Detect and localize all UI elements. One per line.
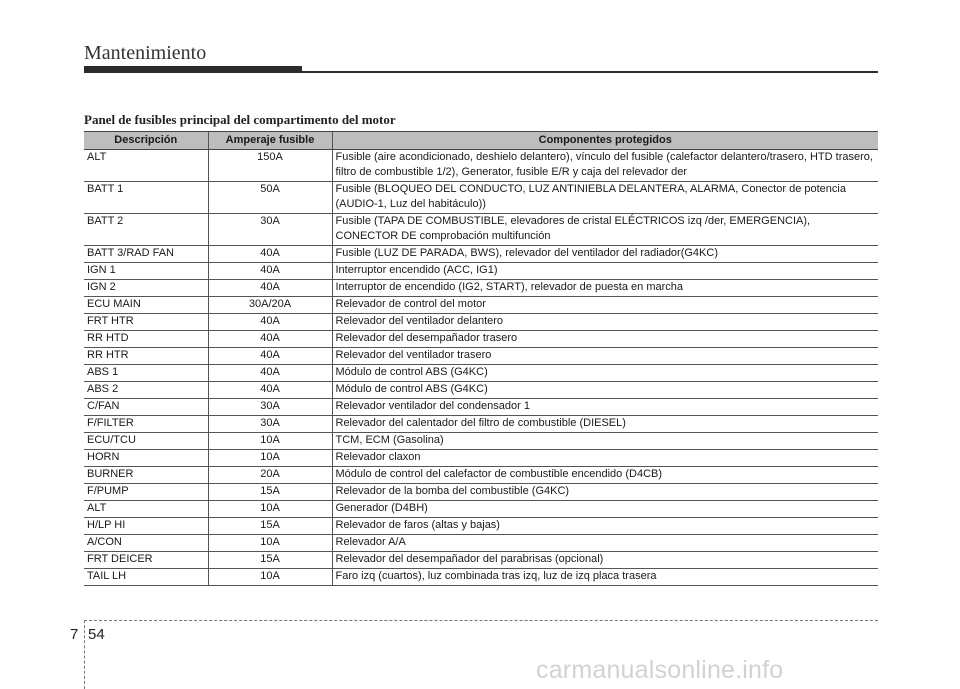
protected-components-cell: Relevador del ventilador delantero xyxy=(332,314,878,331)
fuse-amperage-cell: 40A xyxy=(208,280,332,297)
header-bar xyxy=(84,66,302,73)
table-row xyxy=(84,263,878,280)
table-row xyxy=(84,552,878,569)
table-row xyxy=(84,450,878,467)
table-row xyxy=(84,484,878,501)
protected-components-cell: Interruptor de encendido (IG2, START), relevador de puesta en marcha xyxy=(332,280,878,297)
table-row xyxy=(84,365,878,382)
fuse-amperage-cell: 10A xyxy=(208,569,332,586)
section-title: Panel de fusibles principal del compartimento del motor xyxy=(84,112,396,127)
protected-components-cell: Módulo de control ABS (G4KC) xyxy=(332,365,878,382)
protected-components-cell: Fusible (BLOQUEO DEL CONDUCTO, LUZ ANTINIEBLA DELANTERA, ALARMA, Conector de potencia (AUDIO-1, Luz del habitáculo)) xyxy=(332,182,878,214)
protected-components-cell: Relevador de la bomba del combustible (G4KC) xyxy=(332,484,878,501)
fuse-description-cell: C/FAN xyxy=(84,399,208,416)
table-row xyxy=(84,280,878,297)
protected-components-cell: Relevador del ventilador trasero xyxy=(332,348,878,365)
fuse-description-cell: TAIL LH xyxy=(84,569,208,586)
table-row xyxy=(84,314,878,331)
protected-components-cell: Relevador ventilador del condensador 1 xyxy=(332,399,878,416)
protected-components-cell: Relevador claxon xyxy=(332,450,878,467)
fuse-amperage-cell: 40A xyxy=(208,382,332,399)
protected-components-cell: Interruptor encendido (ACC, IG1) xyxy=(332,263,878,280)
protected-components-cell: Relevador de faros (altas y bajas) xyxy=(332,518,878,535)
table-row xyxy=(84,150,878,182)
protected-components-cell: Módulo de control del calefactor de combustible encendido (D4CB) xyxy=(332,467,878,484)
fuse-description-cell: IGN 1 xyxy=(84,263,208,280)
fuse-description-cell: ALT xyxy=(84,501,208,518)
fuse-description-cell: BURNER xyxy=(84,467,208,484)
fuse-description-cell: F/FILTER xyxy=(84,416,208,433)
table-row xyxy=(84,569,878,586)
table-row xyxy=(84,246,878,263)
fuse-description-cell: ABS 2 xyxy=(84,382,208,399)
footer-divider xyxy=(84,620,85,689)
fuse-amperage-cell: 40A xyxy=(208,331,332,348)
fuse-description-cell: IGN 2 xyxy=(84,280,208,297)
protected-components-cell: Relevador de control del motor xyxy=(332,297,878,314)
fuse-amperage-cell: 30A xyxy=(208,214,332,246)
fuse-amperage-cell: 150A xyxy=(208,150,332,182)
fuse-description-cell: F/PUMP xyxy=(84,484,208,501)
table-row xyxy=(84,416,878,433)
protected-components-cell: Fusible (aire acondicionado, deshielo delantero), vínculo del fusible (calefactor delantero/trasero, HTD trasero, filtro de combustible 1/2), Generator, fusible E/R y caja del relevador der xyxy=(332,150,878,182)
fuse-amperage-cell: 30A xyxy=(208,416,332,433)
chapter-number: 7 xyxy=(70,626,79,643)
fuse-amperage-cell: 40A xyxy=(208,314,332,331)
table-row xyxy=(84,535,878,552)
header-rule xyxy=(302,71,878,73)
fuse-description-cell: BATT 1 xyxy=(84,182,208,214)
fuse-description-cell: H/LP HI xyxy=(84,518,208,535)
fuse-description-cell: FRT DEICER xyxy=(84,552,208,569)
table-header-row xyxy=(84,132,878,150)
fuse-amperage-cell: 15A xyxy=(208,518,332,535)
fuse-amperage-cell: 15A xyxy=(208,484,332,501)
protected-components-cell: Generador (D4BH) xyxy=(332,501,878,518)
protected-components-cell: Relevador del calentador del filtro de combustible (DIESEL) xyxy=(332,416,878,433)
fuse-amperage-cell: 10A xyxy=(208,535,332,552)
fuse-amperage-cell: 30A xyxy=(208,399,332,416)
page-number: 54 xyxy=(88,626,105,643)
fuse-amperage-cell: 10A xyxy=(208,433,332,450)
fuse-description-cell: FRT HTR xyxy=(84,314,208,331)
column-header-description: Descripción xyxy=(84,132,208,150)
footer-rule xyxy=(84,620,878,621)
fuse-description-cell: HORN xyxy=(84,450,208,467)
table-row xyxy=(84,297,878,314)
column-header-protected-components: Componentes protegidos xyxy=(332,132,878,150)
protected-components-cell: Fusible (LUZ DE PARADA, BWS), relevador del ventilador del radiador(G4KC) xyxy=(332,246,878,263)
fuse-amperage-cell: 40A xyxy=(208,348,332,365)
table-row xyxy=(84,331,878,348)
fuse-description-cell: RR HTD xyxy=(84,331,208,348)
fuse-amperage-cell: 40A xyxy=(208,365,332,382)
fuse-amperage-cell: 20A xyxy=(208,467,332,484)
table-row xyxy=(84,467,878,484)
fuse-description-cell: A/CON xyxy=(84,535,208,552)
column-header-amperage: Amperaje fusible xyxy=(208,132,332,150)
table-row xyxy=(84,501,878,518)
protected-components-cell: Relevador del desempañador del parabrisas (opcional) xyxy=(332,552,878,569)
protected-components-cell: Relevador del desempañador trasero xyxy=(332,331,878,348)
fuse-description-cell: BATT 3/RAD FAN xyxy=(84,246,208,263)
fuse-amperage-cell: 40A xyxy=(208,263,332,280)
protected-components-cell: Faro izq (cuartos), luz combinada tras izq, luz de izq placa trasera xyxy=(332,569,878,586)
fuse-amperage-cell: 10A xyxy=(208,501,332,518)
table-row xyxy=(84,382,878,399)
table-row xyxy=(84,399,878,416)
fuse-amperage-cell: 15A xyxy=(208,552,332,569)
protected-components-cell: Relevador A/A xyxy=(332,535,878,552)
fuse-table xyxy=(84,131,878,586)
fuse-description-cell: ECU/TCU xyxy=(84,433,208,450)
table-row xyxy=(84,214,878,246)
fuse-description-cell: RR HTR xyxy=(84,348,208,365)
fuse-description-cell: ECU MAIN xyxy=(84,297,208,314)
table-row xyxy=(84,182,878,214)
table-row xyxy=(84,433,878,450)
header-title: Mantenimiento xyxy=(84,42,207,64)
table-row xyxy=(84,348,878,365)
fuse-amperage-cell: 10A xyxy=(208,450,332,467)
fuse-amperage-cell: 50A xyxy=(208,182,332,214)
protected-components-cell: Módulo de control ABS (G4KC) xyxy=(332,382,878,399)
fuse-description-cell: BATT 2 xyxy=(84,214,208,246)
fuse-amperage-cell: 30A/20A xyxy=(208,297,332,314)
protected-components-cell: Fusible (TAPA DE COMBUSTIBLE, elevadores de cristal ELÉCTRICOS izq /der, EMERGENCIA), CONECTOR DE comprobación multifunción xyxy=(332,214,878,246)
table-row xyxy=(84,518,878,535)
fuse-description-cell: ALT xyxy=(84,150,208,182)
protected-components-cell: TCM, ECM (Gasolina) xyxy=(332,433,878,450)
fuse-amperage-cell: 40A xyxy=(208,246,332,263)
watermark: carmanualsonline.info xyxy=(536,656,784,684)
fuse-description-cell: ABS 1 xyxy=(84,365,208,382)
fuse-table-body xyxy=(84,150,878,586)
